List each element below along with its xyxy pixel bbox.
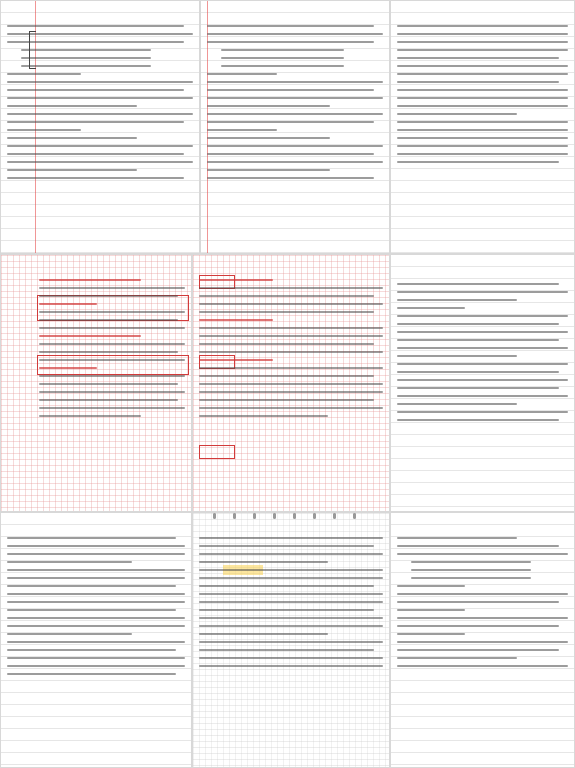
- note-page-8: [192, 512, 390, 768]
- binding-ring: [273, 513, 276, 519]
- binding-ring: [313, 513, 316, 519]
- note-page-1: [0, 0, 200, 254]
- bracket-mark: [29, 31, 36, 69]
- binding-ring: [353, 513, 356, 519]
- note-page-2: [200, 0, 390, 254]
- binding-ring: [293, 513, 296, 519]
- binding-ring: [333, 513, 336, 519]
- binding-ring: [213, 513, 216, 519]
- note-page-7: [0, 512, 192, 768]
- note-page-9: [390, 512, 575, 768]
- handwritten-text: [7, 531, 185, 761]
- binding-ring: [253, 513, 256, 519]
- binding-ring: [233, 513, 236, 519]
- note-page-6: [390, 254, 575, 512]
- handwritten-text: [397, 277, 568, 505]
- handwritten-text: [39, 273, 185, 505]
- handwritten-text: [397, 19, 568, 247]
- note-page-4: [0, 254, 192, 512]
- handwritten-text: [199, 531, 383, 761]
- handwritten-text: [397, 531, 568, 761]
- note-page-5: [192, 254, 390, 512]
- handwritten-text: [207, 19, 383, 247]
- handwritten-text: [199, 273, 383, 505]
- note-page-3: [390, 0, 575, 254]
